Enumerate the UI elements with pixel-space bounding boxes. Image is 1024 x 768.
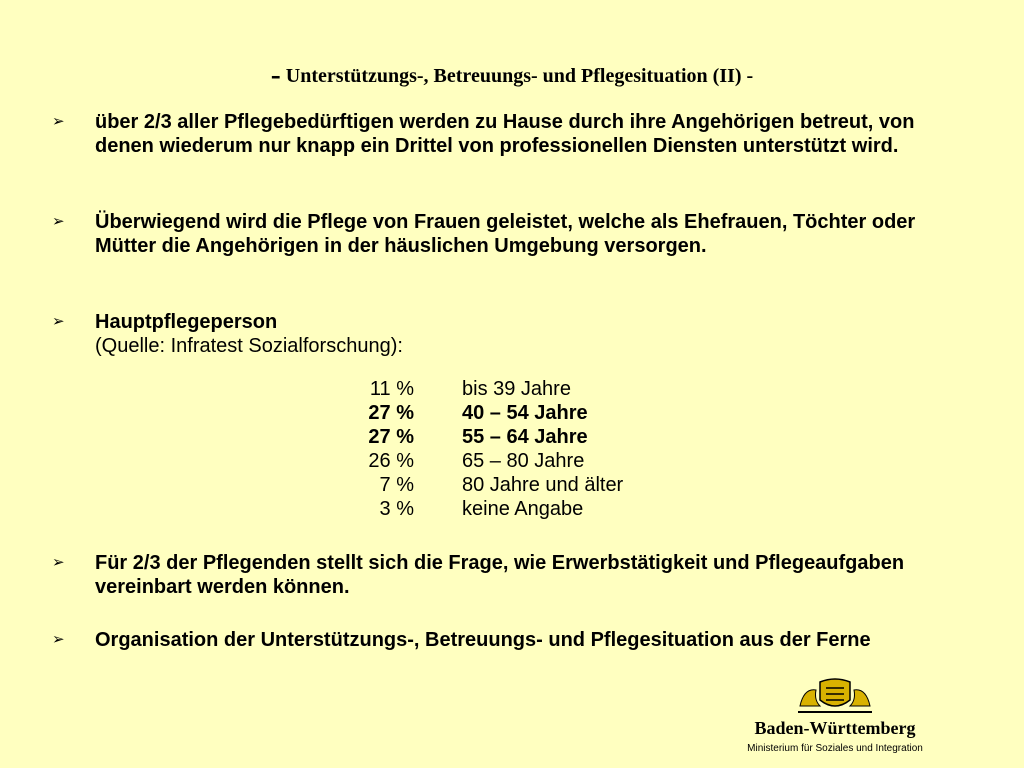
stat-percent: 27 %	[368, 402, 414, 424]
stat-percent: 3 %	[379, 498, 414, 520]
bullet-arrow-icon: ➢	[52, 113, 65, 130]
stat-label: 55 – 64 Jahre	[462, 426, 588, 448]
bullet-source: (Quelle: Infratest Sozialforschung):	[95, 335, 403, 357]
bullet-item	[52, 110, 932, 158]
age-stats-table	[352, 377, 623, 521]
bullet-item	[52, 310, 932, 358]
coat-of-arms-icon	[790, 676, 880, 716]
stat-percent: 27 %	[368, 426, 414, 448]
bullet-heading: Hauptpflegeperson	[95, 311, 278, 333]
bullet-item	[52, 628, 932, 652]
bullet-text: Überwiegend wird die Pflege von Frauen geleistet, welche als Ehefrauen, Töchter oder Mütter die Angehörigen in der häuslichen Umgebung versorgen.	[95, 211, 916, 257]
title-dash: -	[270, 58, 281, 91]
stat-percent: 7 %	[379, 474, 414, 496]
stat-row	[352, 449, 623, 473]
stat-percent: 11 %	[369, 378, 414, 400]
logo-ministry: Ministerium für Soziales und Integration	[747, 743, 923, 754]
bullet-arrow-icon: ➢	[52, 631, 65, 648]
bullet-arrow-icon: ➢	[52, 554, 65, 571]
title-text: Unterstützungs-, Betreuungs- und Pflegesituation (II) -	[285, 65, 754, 87]
bullet-item	[52, 551, 932, 599]
bullet-text: Organisation der Unterstützungs-, Betreuungs- und Pflegesituation aus der Ferne	[95, 629, 871, 651]
stat-percent: 26 %	[368, 450, 414, 472]
bullet-text: über 2/3 aller Pflegebedürftigen werden zu Hause durch ihre Angehörigen betreut, von denen wiederum nur knapp ein Drittel von professionellen Diensten unterstützt wird.	[95, 111, 915, 157]
stat-label: 40 – 54 Jahre	[462, 402, 588, 424]
stat-row	[352, 497, 623, 521]
bullet-arrow-icon: ➢	[52, 313, 65, 330]
bullet-arrow-icon: ➢	[52, 213, 65, 230]
stat-label: 80 Jahre und älter	[462, 474, 624, 496]
bullet-text	[95, 310, 403, 358]
slide-title	[0, 58, 1024, 92]
stat-row	[352, 401, 623, 425]
logo-name: Baden-Württemberg	[754, 718, 916, 738]
stat-row	[352, 377, 623, 401]
bullet-item	[52, 210, 932, 258]
stat-row	[352, 473, 623, 497]
ministry-logo	[740, 676, 930, 754]
bullet-text: Für 2/3 der Pflegenden stellt sich die Frage, wie Erwerbstätigkeit und Pflegeaufgaben vereinbart werden können.	[95, 552, 905, 598]
stat-label: bis 39 Jahre	[462, 378, 571, 400]
stat-row	[352, 425, 623, 449]
stat-label: 65 – 80 Jahre	[462, 450, 585, 472]
stat-label: keine Angabe	[462, 498, 584, 520]
